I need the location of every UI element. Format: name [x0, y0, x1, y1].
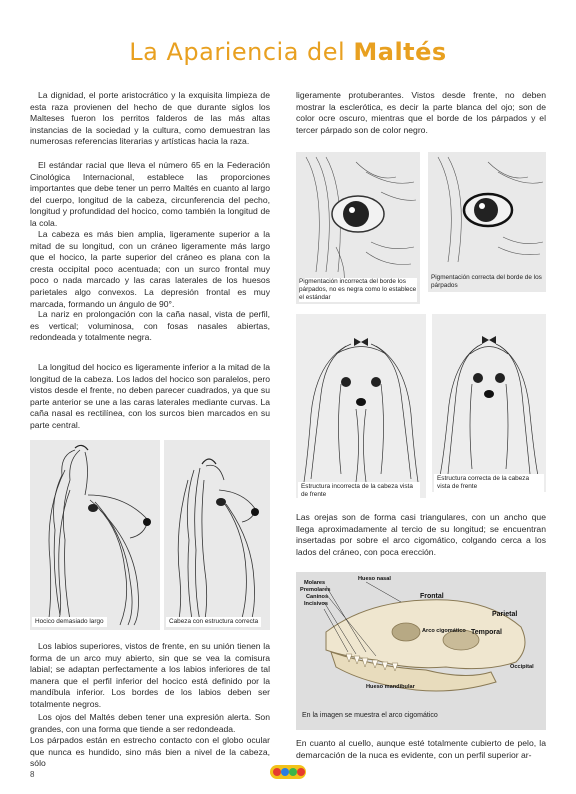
- figure-head-profile-correct: [164, 440, 270, 630]
- label-molares: Molares: [304, 580, 326, 586]
- nose-paragraph: La nariz en prolongación con la caña nasal, vista de perfil, es vertical; voluminosa, con fosas nasales abiertas, redondeada y totalmente negra.: [30, 309, 270, 343]
- label-incisivos: Incisivos: [304, 601, 328, 607]
- label-frontal: Frontal: [420, 593, 444, 600]
- caption-snout-too-long: Hocico demasiado largo: [32, 617, 107, 627]
- figure-eye-incorrect: [296, 152, 420, 304]
- caption-head-profile-correct: Cabeza con estructura correcta: [166, 617, 261, 627]
- muzzle-paragraph: La longitud del hocico es ligeramente inferior a la mitad de la longitud de la cabeza. Los lados del hocico son paralelos, pero vistos desde el frente, no deben parecer cuadrados, ya que su parte anterior se une a las caras laterales mediante curvas. La caña nasal es rectilínea, con los surcos bien marcados en su parte central.: [30, 362, 270, 430]
- label-premolares: Premolares: [300, 587, 331, 593]
- label-hueso-mandibular: Hueso mandibular: [366, 684, 415, 690]
- caption-skull: En la imagen se muestra el arco cigomático: [302, 712, 438, 719]
- figure-head-front-incorrect: [296, 314, 426, 498]
- eyes-continued-paragraph: ligeramente protuberantes. Vistos desde frente, no deben mostrar la esclerótica, es decir la parte blanca del ojo; son de color ocre oscuro, mientras que el borde de los párpados y el tercer párpado son de color negro.: [296, 90, 546, 135]
- label-occipital: Occipital: [510, 664, 534, 670]
- lips-paragraph: Los labios superiores, vistos de frente, en su unión tienen la forma de un arco muy abierto, sin que se vea la comisura labial; se adaptan perfectamente a los labios inferiores de tal manera que el perfil inferior del hocico está definido por la mandíbula inferior. Los bordes de los labios deben ser totalmente negros.: [30, 641, 270, 709]
- figure-head-front-correct: [432, 314, 546, 492]
- page-number: 8: [30, 770, 35, 779]
- caption-head-front-correct: Estructura correcta de la cabeza vista de frente: [434, 474, 544, 492]
- figure-skull: [296, 572, 546, 730]
- label-temporal: Temporal: [471, 629, 502, 636]
- caption-eye-incorrect: Pigmentación incorrecta del borde los párpados, no es negra como lo establece el estándar: [299, 278, 417, 301]
- caption-eye-correct: Pigmentación correcta del borde de los párpados: [431, 274, 542, 289]
- label-arco-cigomatico: Arco cigomático: [422, 628, 466, 634]
- ears-paragraph: Las orejas son de forma casi triangulares, con un ancho que llega aproximadamente al tercio de su longitud; se encuentran insertadas por sobre el arco cigomático, colgando cerca a los lados del cráneo, con poca erección.: [296, 512, 546, 557]
- standard-paragraph: El estándar racial que lleva el número 65 en la Federación Cinológica Internacional, establece las proporciones importantes que debe tener un perro Maltés en cuanto al largo del cuerpo, longitud de la cabeza, circunferencia del pecho, longitud y profundidad del hocico, como también la longitud de la cola.: [30, 160, 270, 228]
- page-title: La Apariencia del Maltés: [129, 38, 447, 66]
- intro-paragraph: La dignidad, el porte aristocrático y la exquisita limpieza de esta raza provienen del hecho de que durante siglos los Malteses fueron los perritos falderos de las más altas instancias de la sociedad y la cultura, como demuestran las numerosas referencias literarias y artísticas hacia la raza.: [30, 90, 270, 147]
- eyes-paragraph: Los ojos del Maltés deben tener una expresión alerta. Son grandes, con una forma que tiende a ser redondeada. Los párpados están en estrecho contacto con el globo ocular que nunca es hundido, sino más bien a nivel de la cabeza, sólo: [30, 712, 270, 769]
- neck-paragraph: En cuanto al cuello, aunque esté totalmente cubierto de pelo, la demarcación de la nuca es evidente, con un perfil superior ar-: [296, 738, 546, 760]
- head-paragraph: La cabeza es más bien amplia, ligeramente superior a la mitad de su longitud, con un cráneo ligeramente más largo que el hocico, la parte superior del cráneo es plana con la cresta occipital poco acentuada; con un surco frontal muy poco o nada marcado y las caras laterales de los huesos parietales algo convexos. La depresión frontal es muy marcada, formando un ángulo de 90°.: [30, 229, 270, 309]
- figure-eye-correct: [428, 152, 546, 292]
- label-parietal: Parietal: [492, 611, 518, 618]
- caption-head-front-incorrect: Estructura incorrecta de la cabeza vista de frente: [298, 482, 420, 498]
- label-caninos: Caninos: [306, 594, 329, 600]
- publisher-logo: [270, 765, 306, 779]
- figure-snout-too-long: [30, 440, 160, 630]
- label-hueso-nasal: Hueso nasal: [358, 576, 391, 582]
